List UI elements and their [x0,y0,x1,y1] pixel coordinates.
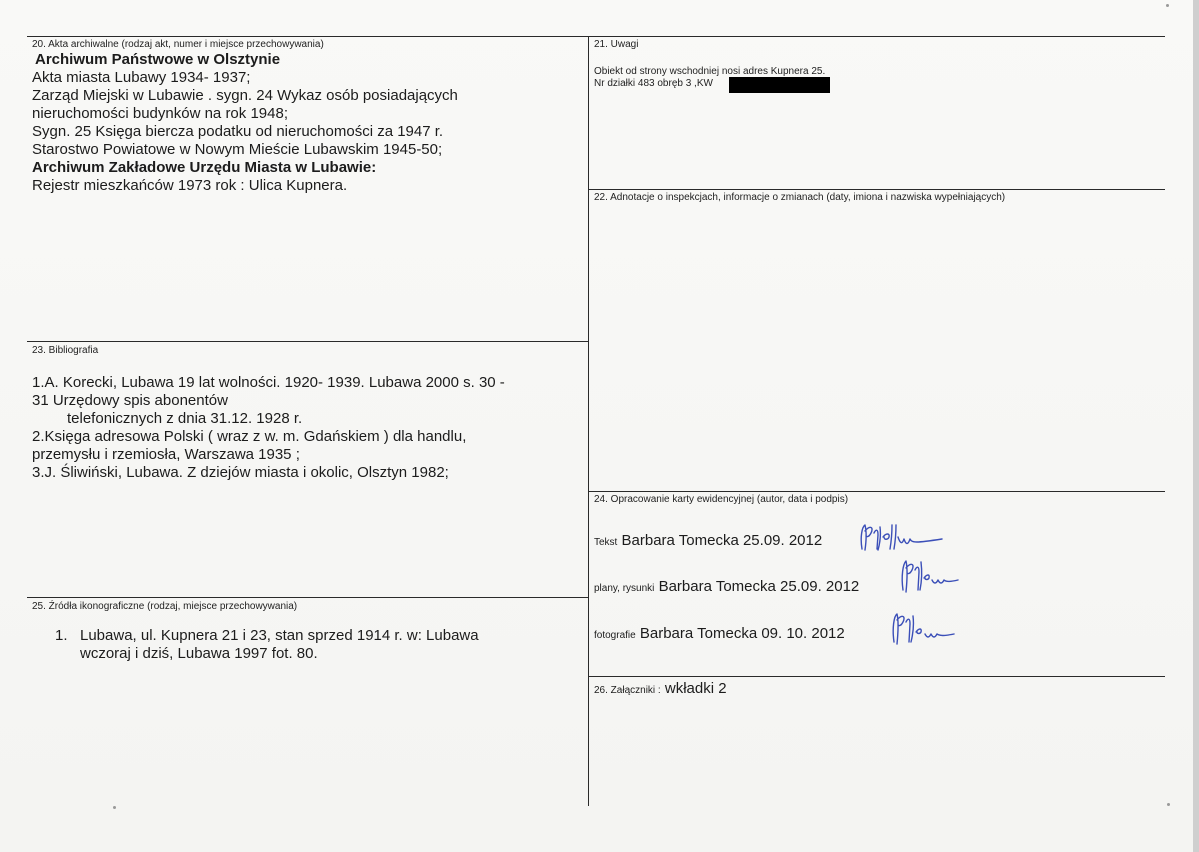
archive-line: Akta miasta Lubawy 1934- 1937; [32,69,251,86]
scan-edge [1193,0,1199,852]
author-role: plany, rysunki [594,583,655,594]
bibliography-content [32,374,505,482]
archive-line: Starostwo Powiatowe w Nowym Mieście Lubawskim 1945-50; [32,141,443,158]
redaction-block [729,77,830,93]
iconography-item-number: 1. [55,627,68,644]
iconography-item [80,627,479,663]
top-rule [27,36,1165,37]
section-25-label: 25. Źródła ikonograficzne (rodzaj, miejsce przechowywania) [32,601,298,612]
bibliography-line: przemysłu i rzemiosła, Warszawa 1935 ; [32,446,300,463]
bibliography-line: 1.A. Korecki, Lubawa 19 lat wolności. 1920- 1939. Lubawa 2000 s. 30 - [32,374,505,391]
signature-icon [888,606,960,648]
bibliography-line: 2.Księga adresowa Polski ( wraz z w. m. Gdańskiem ) dla handlu, [32,428,467,445]
author-value: Barbara Tomecka 09. 10. 2012 [639,625,845,642]
archive-line: Rejestr mieszkańców 1973 rok : Ulica Kupnera. [32,177,348,194]
author-role: Tekst [594,537,618,548]
rule-26 [588,676,1165,677]
rule-23 [27,341,588,342]
attachments-row [594,680,727,700]
archive-line: nieruchomości budynków na rok 1948; [32,105,288,122]
scan-speck [1167,803,1170,806]
scan-speck [1166,4,1169,7]
archive-line: Sygn. 25 Księga biercza podatku od nieruchomości za 1947 r. [32,123,444,140]
section-24-label: 24. Opracowanie karty ewidencyjnej (autor, data i podpis) [594,494,849,505]
attachments-value: wkładki 2 [664,680,727,697]
archive-lubawa-heading: Archiwum Zakładowe Urzędu Miasta w Lubawie: [32,159,377,176]
signature-icon [898,556,964,596]
section-21-label: 21. Uwagi [594,39,639,50]
section-22-label: 22. Adnotacje o inspekcjach, informacje o zmianach (daty, imiona i nazwiska wypełniających) [594,192,1006,203]
author-value: Barbara Tomecka 25.09. 2012 [658,578,860,595]
author-value: Barbara Tomecka 25.09. 2012 [621,532,823,549]
section-20-label: 20. Akta archiwalne (rodzaj akt, numer i miejsce przechowywania) [32,39,324,50]
author-role: fotografie [594,630,636,641]
rule-24 [588,491,1165,492]
author-row-photos [594,625,845,645]
archive-line: Zarząd Miejski w Lubawie . sygn. 24 Wykaz osób posiadających [32,87,458,104]
section-26-label: 26. Załączniki : [594,685,661,696]
bibliography-line: 31 Urzędowy spis abonentów [32,392,228,409]
rule-25 [27,597,588,598]
center-divider [588,36,589,806]
author-row-plans [594,578,859,598]
iconography-line: Lubawa, ul. Kupnera 21 i 23, stan sprzed 1914 r. w: Lubawa [80,627,479,644]
bibliography-line: telefonicznych z dnia 31.12. 1928 r. [67,410,303,427]
author-row-text [594,532,822,552]
section-20-content [32,51,458,195]
section-23-label: 23. Bibliografia [32,345,99,356]
remarks-line-2: Nr działki 483 obręb 3 ,KW [594,78,713,89]
remarks-line-1: Obiekt od strony wschodniej nosi adres Kupnera 25. [594,66,826,77]
scan-speck [113,806,116,809]
rule-22 [588,189,1165,190]
signature-icon [856,519,946,555]
iconography-line: wczoraj i dziś, Lubawa 1997 fot. 80. [80,645,318,662]
bibliography-line: 3.J. Śliwiński, Lubawa. Z dziejów miasta i okolic, Olsztyn 1982; [32,464,449,481]
archive-olsztyn-heading: Archiwum Państwowe w Olsztynie [35,51,281,68]
